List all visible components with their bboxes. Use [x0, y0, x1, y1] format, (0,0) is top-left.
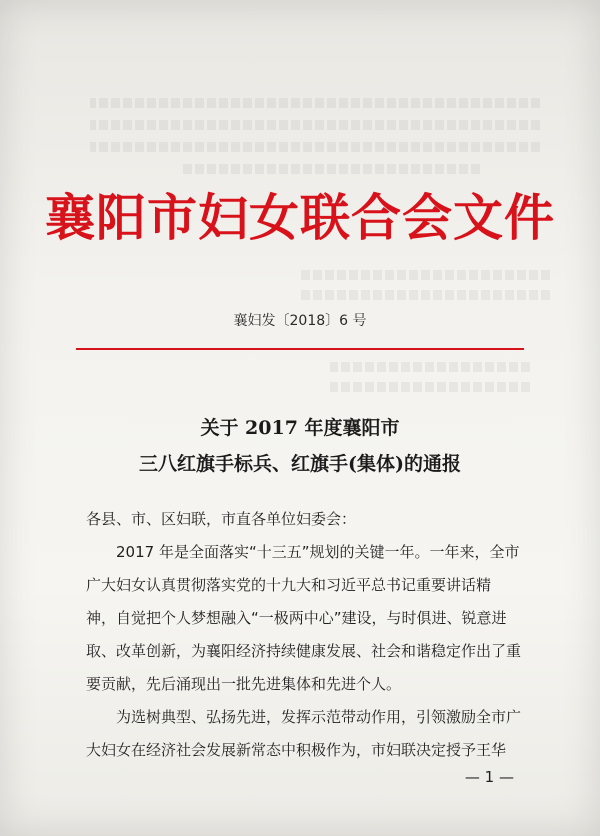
- bleed-through-text: [90, 98, 540, 108]
- bleed-through-text: [300, 270, 550, 280]
- bleed-through-text: [330, 362, 530, 372]
- body-line: 神，自觉把个人梦想融入“一极两中心”建设，与时俱进、锐意进: [86, 609, 507, 627]
- body-line: 要贡献，先后涌现出一批先进集体和先进个人。: [86, 675, 402, 693]
- document-header-title: 襄阳市妇女联合会文件: [45, 188, 555, 247]
- header-divider: [76, 348, 524, 350]
- bleed-through-text: [90, 142, 540, 152]
- body-line: 为选树典型、弘扬先进，发挥示范带动作用，引领激励全市广: [116, 708, 522, 726]
- bleed-through-text: [300, 290, 550, 300]
- document-number: 襄妇发〔2018〕6 号: [233, 313, 367, 329]
- notice-title-line-1: 关于 2017 年度襄阳市: [200, 417, 400, 439]
- bleed-through-text: [330, 382, 530, 392]
- bleed-through-text: [180, 164, 480, 174]
- body-line: 2017 年是全面落实“十三五”规划的关键一年。一年来，全市: [116, 543, 520, 561]
- body-line: 取、改革创新，为襄阳经济持续健康发展、社会和谐稳定作出了重: [86, 642, 522, 660]
- body-line: 广大妇女认真贯彻落实党的十九大和习近平总书记重要讲话精: [86, 576, 492, 594]
- body-line: 大妇女在经济社会发展新常态中积极作为，市妇联决定授予王华: [86, 741, 507, 759]
- notice-title-line-2: 三八红旗手标兵、红旗手(集体)的通报: [139, 453, 461, 475]
- body-line: 各县、市、区妇联，市直各单位妇委会：: [86, 510, 357, 528]
- page-number: — 1 —: [464, 768, 514, 786]
- bleed-through-text: [90, 120, 540, 130]
